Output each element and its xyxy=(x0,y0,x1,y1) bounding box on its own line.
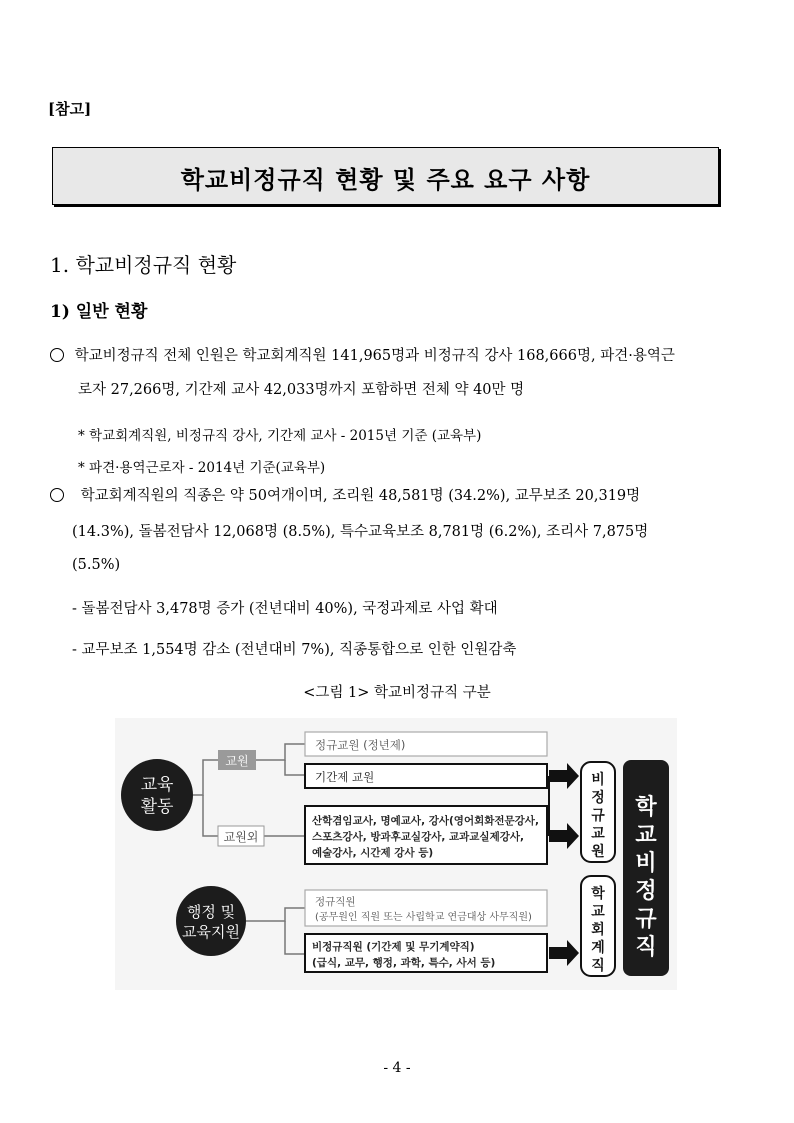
svg-text:교: 교 xyxy=(591,826,605,842)
contract-teacher-box xyxy=(305,764,547,788)
regular-staff-box xyxy=(305,890,547,926)
non-teacher-label xyxy=(218,826,264,846)
bullet-1-line-1 xyxy=(50,340,675,372)
nonregular-teacher-vertical-box xyxy=(581,762,615,862)
dash-item-2: - 교무보조 1,554명 감소 (전년대비 7%), 직종통합으로 인한 인원감축 xyxy=(72,642,517,658)
svg-text:교: 교 xyxy=(591,904,605,920)
svg-text:회: 회 xyxy=(591,922,605,938)
circle-bullet-icon xyxy=(50,488,64,502)
svg-text:교육: 교육 xyxy=(140,775,174,795)
note-2: * 파견·용역근로자 - 2014년 기준(교육부) xyxy=(78,460,326,476)
bullet-1-text-1: 학교비정규직 전체 인원은 학교회계직원 141,965명과 비정규직 강사 168,666명, 파견·용역근 xyxy=(74,348,675,364)
section-heading: 1. 학교비정규직 현황 xyxy=(50,253,237,277)
page-number: - 4 - xyxy=(383,1060,411,1076)
school-nonregular-big-box xyxy=(623,760,669,976)
svg-text:예술강사, 시간제 강사 등): 예술강사, 시간제 강사 등) xyxy=(312,847,434,859)
svg-text:기간제 교원: 기간제 교원 xyxy=(315,770,375,784)
svg-text:계: 계 xyxy=(591,940,605,956)
svg-text:정: 정 xyxy=(635,879,657,904)
reference-label: [참고] xyxy=(48,100,92,118)
svg-text:정규직원: 정규직원 xyxy=(315,896,356,908)
svg-text:비정규직원 (기간제 및 무기계약직): 비정규직원 (기간제 및 무기계약직) xyxy=(312,941,475,953)
bullet-2-line-1 xyxy=(50,480,640,512)
bullet-2-line-2: (14.3%), 돌봄전담사 12,068명 (8.5%), 특수교육보조 8,781명 (6.2%), 조리사 7,875명 xyxy=(72,524,649,540)
dash-item-1: - 돌봄전담사 3,478명 증가 (전년대비 40%), 국정과제로 사업 확대 xyxy=(72,601,498,617)
svg-text:학: 학 xyxy=(591,886,605,902)
regular-teacher-box xyxy=(305,732,547,756)
svg-text:교원: 교원 xyxy=(225,754,249,768)
svg-text:직: 직 xyxy=(591,958,605,974)
svg-text:정규교원 (정년제): 정규교원 (정년제) xyxy=(315,738,406,752)
school-accounting-vertical-box xyxy=(581,876,615,976)
circle-bullet-icon xyxy=(50,348,64,362)
svg-text:규: 규 xyxy=(591,808,605,824)
svg-text:스포츠강사, 방과후교실강사, 교과교실제강사,: 스포츠강사, 방과후교실강사, 교과교실제강사, xyxy=(312,831,524,843)
svg-text:규: 규 xyxy=(635,907,657,932)
svg-text:활동: 활동 xyxy=(140,797,174,817)
svg-text:교원외: 교원외 xyxy=(223,830,259,844)
svg-text:(급식, 교무, 행정, 과학, 특수, 사서 등): (급식, 교무, 행정, 과학, 특수, 사서 등) xyxy=(312,957,496,969)
edu-activity-circle xyxy=(121,759,193,831)
bullet-2-text-1: 학교회계직원의 직종은 약 50여개이며, 조리원 48,581명 (34.2%), 교무보조 20,319명 xyxy=(80,488,641,504)
svg-text:(공무원인 직원 또는 사립학교 연금대상 사무직원): (공무원인 직원 또는 사립학교 연금대상 사무직원) xyxy=(315,912,532,923)
note-1: * 학교회계직원, 비정규직 강사, 기간제 교사 - 2015년 기준 (교육부) xyxy=(78,428,482,444)
svg-text:직: 직 xyxy=(635,935,657,960)
bullet-2-line-3: (5.5%) xyxy=(72,557,121,573)
subsection-heading: 1) 일반 현황 xyxy=(50,302,148,322)
admin-support-circle xyxy=(176,886,246,956)
classification-diagram xyxy=(115,718,677,990)
teacher-label xyxy=(218,750,256,770)
figure-caption: <그림 1> 학교비정규직 구분 xyxy=(303,685,491,701)
nonregular-staff-box xyxy=(305,934,547,972)
bullet-1-line-2: 로자 27,266명, 기간제 교사 42,033명까지 포함하면 전체 약 40만 명 xyxy=(78,382,525,398)
svg-text:행정 및: 행정 및 xyxy=(186,903,236,921)
svg-text:산학겸임교사, 명예교사, 강사(영어회화전문강사,: 산학겸임교사, 명예교사, 강사(영어회화전문강사, xyxy=(312,815,539,827)
page-title: 학교비정규직 현황 및 주요 요구 사항 xyxy=(180,165,591,194)
svg-text:교육지원: 교육지원 xyxy=(182,923,240,941)
svg-text:학: 학 xyxy=(635,795,657,820)
arrows xyxy=(549,763,579,966)
instructors-box xyxy=(305,806,547,864)
svg-text:비: 비 xyxy=(591,772,605,788)
svg-text:교: 교 xyxy=(635,823,657,848)
svg-text:원: 원 xyxy=(591,844,605,860)
svg-text:정: 정 xyxy=(591,790,605,806)
svg-text:비: 비 xyxy=(635,851,657,876)
